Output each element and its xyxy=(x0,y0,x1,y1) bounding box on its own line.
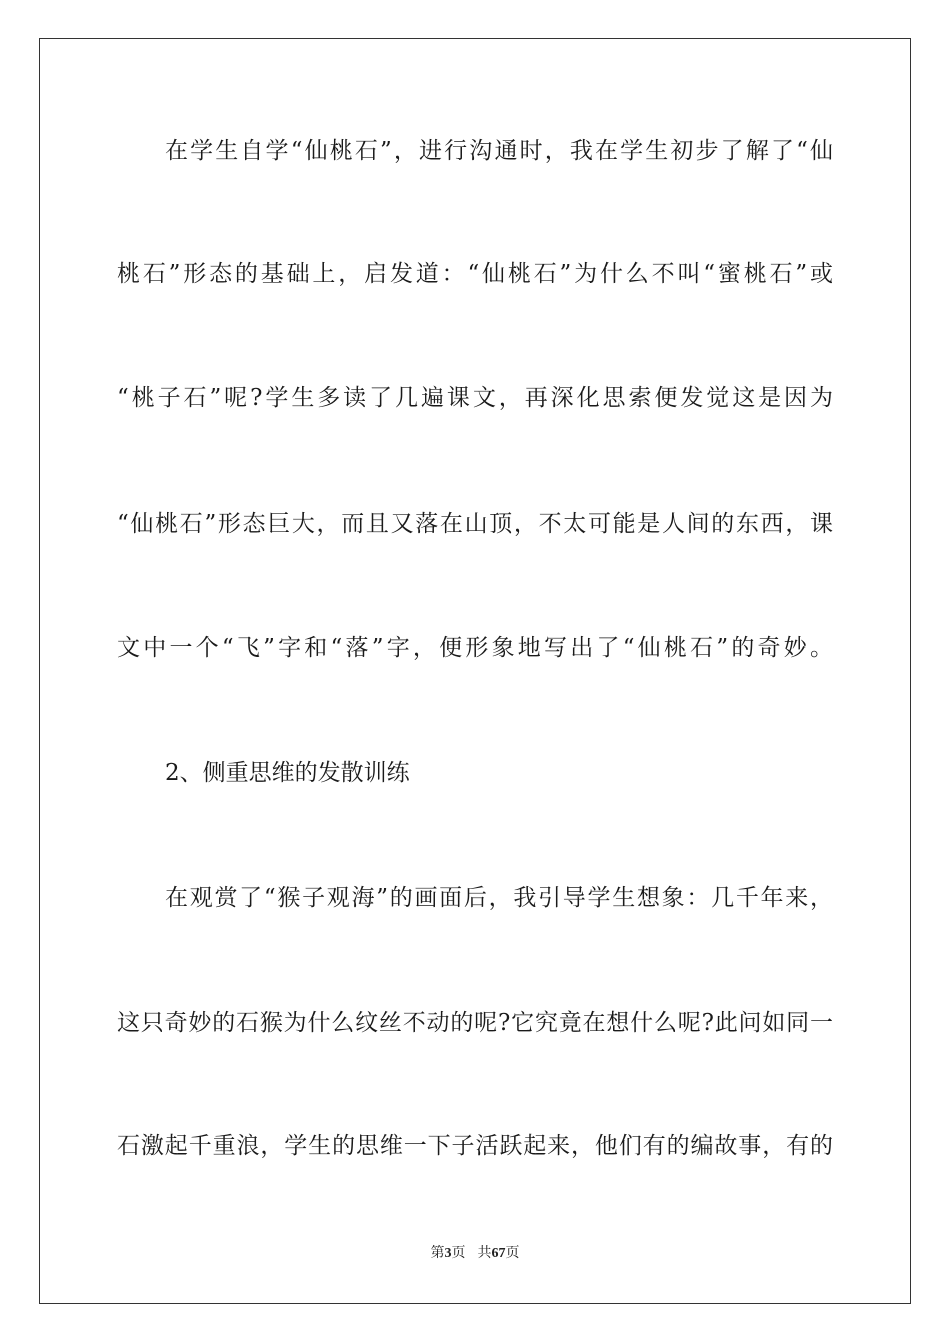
paragraph-line-1: 在学生自学“仙桃石”，进行沟通时，我在学生初步了解了“仙 xyxy=(165,138,833,164)
paragraph-line-2: 桃石”形态的基础上，启发道：“仙桃石”为什么不叫“蜜桃石”或 xyxy=(117,261,833,287)
footer-total-prefix: 共 xyxy=(477,1246,492,1261)
paragraph-line-6: 在观赏了“猴子观海”的画面后，我引导学生想象：几千年来， xyxy=(165,885,833,911)
footer-total-pages: 67 xyxy=(491,1246,506,1261)
paragraph-line-5: 文中一个“飞”字和“落”字，便形象地写出了“仙桃石”的奇妙。 xyxy=(117,635,833,661)
footer-page-suffix: 页 xyxy=(451,1246,466,1261)
paragraph-line-4: “仙桃石”形态巨大，而且又落在山顶，不太可能是人间的东西，课 xyxy=(117,511,833,537)
footer-page-number: 3 xyxy=(444,1246,452,1261)
footer-page-prefix: 第 xyxy=(430,1246,445,1261)
paragraph-line-3: “桃子石”呢?学生多读了几遍课文，再深化思索便发觉这是因为 xyxy=(117,385,833,411)
page-border xyxy=(39,38,911,1304)
paragraph-line-8: 石激起千重浪，学生的思维一下子活跃起来，他们有的编故事，有的 xyxy=(117,1133,833,1159)
paragraph-line-7: 这只奇妙的石猴为什么纹丝不动的呢?它究竟在想什么呢?此问如同一 xyxy=(117,1010,833,1036)
section-heading: 2、侧重思维的发散训练 xyxy=(165,760,410,786)
page-footer xyxy=(0,1244,950,1264)
footer-total-suffix: 页 xyxy=(505,1246,520,1261)
